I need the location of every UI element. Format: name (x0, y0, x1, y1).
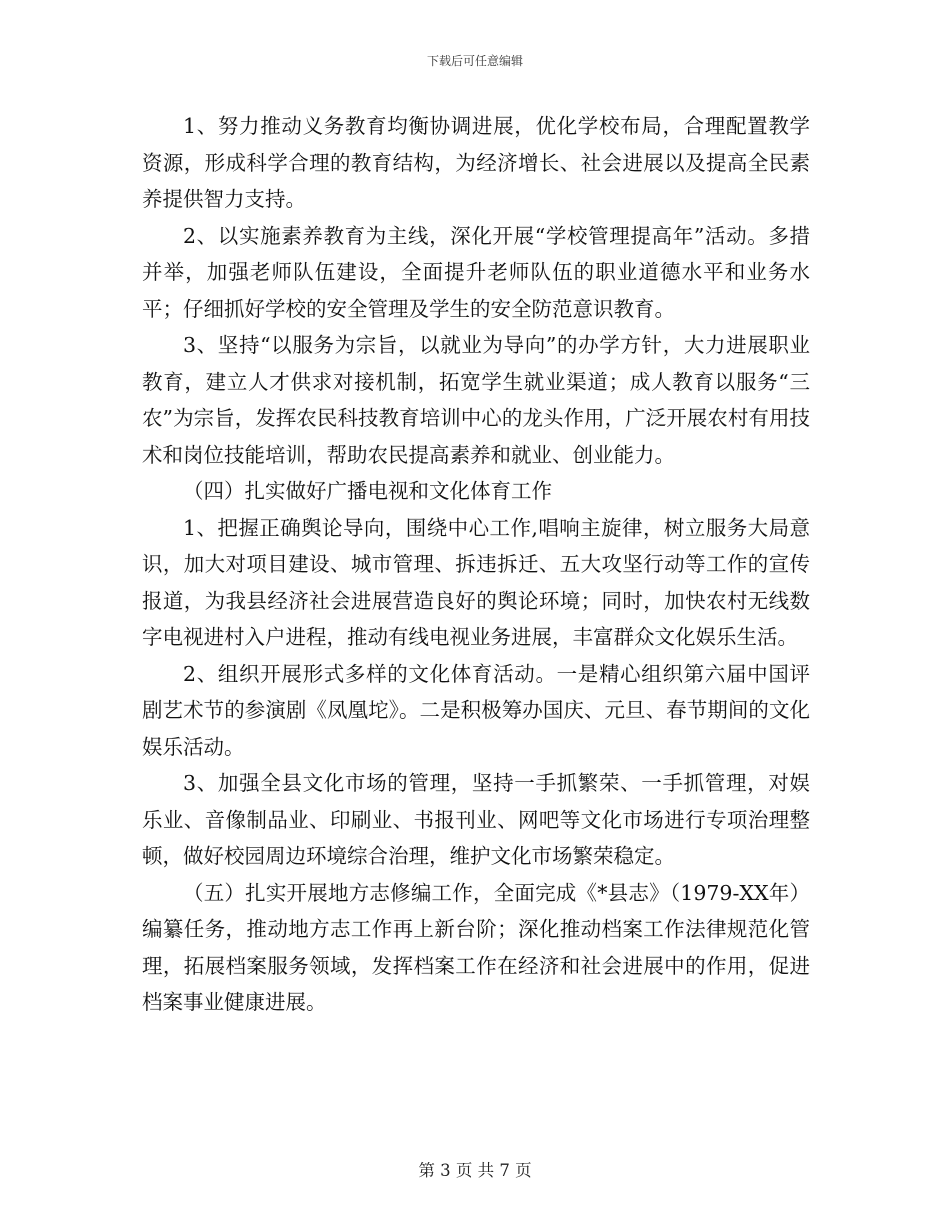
page-header: 下载后可任意编辑 (426, 54, 523, 68)
paragraph: （五）扎实开展地方志修编工作，全面完成《*县志》（1979-XX年）编纂任务，推动地方志工作再上新台阶；深化推动档案工作法律规范化管理，拓展档案服务领域，发挥档案工作在经济和社会进展中的作用，促进档案事业健康进展。 (142, 880, 810, 1014)
section-heading: （四）扎实做好广播电视和文化体育工作 (183, 479, 552, 503)
paragraph: 1、把握正确舆论导向，围绕中心工作,唱响主旋律，树立服务大局意识，加大对项目建设、城市管理、拆违拆迁、五大攻坚行动等工作的宣传报道，为我县经济社会进展营造良好的舆论环境；同时，加快农村无线数字电视进村入户进程，推动有线电视业务进展，丰富群众文化娱乐生活。 (142, 515, 810, 649)
paragraph: 2、组织开展形式多样的文化体育活动。一是精心组织第六届中国评剧艺术节的参演剧《凤凰坨》。二是积极筹办国庆、元旦、春节期间的文化娱乐活动。 (142, 661, 810, 759)
paragraph: 3、坚持“以服务为宗旨，以就业为导向”的办学方针，大力进展职业教育，建立人才供求对接机制，拓宽学生就业渠道；成人教育以服务“三农”为宗旨，发挥农民科技教育培训中心的龙头作用，广泛开展农村有用技术和岗位技能培训，帮助农民提高素养和就业、创业能力。 (142, 333, 810, 467)
paragraph: 1、努力推动义务教育均衡协调进展，优化学校布局，合理配置教学资源，形成科学合理的教育结构，为经济增长、社会进展以及提高全民素养提供智力支持。 (142, 114, 810, 211)
page-footer: 第 3 页 共 7 页 (418, 1161, 532, 1180)
paragraph: 2、以实施素养教育为主线，深化开展“学校管理提高年”活动。多措并举，加强老师队伍建设，全面提升老师队伍的职业道德水平和业务水平；仔细抓好学校的安全管理及学生的安全防范意识教育。 (142, 223, 810, 321)
paragraph: 3、加强全县文化市场的管理，坚持一手抓繁荣、一手抓管理，对娱乐业、音像制品业、印刷业、书报刊业、网吧等文化市场进行专项治理整顿，做好校园周边环境综合治理，维护文化市场繁荣稳定。 (142, 771, 810, 868)
document-body (142, 108, 810, 1021)
